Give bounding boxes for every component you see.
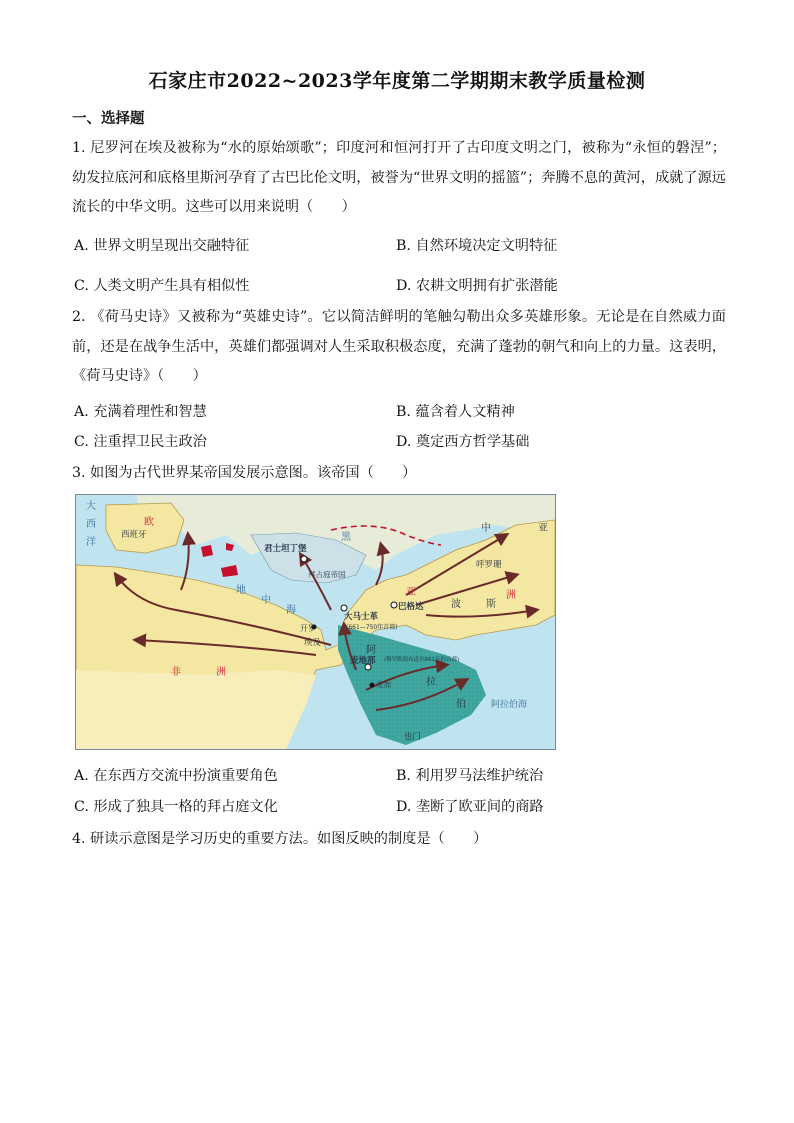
map-label: 拉 [426, 677, 436, 688]
map-label: 阿 [366, 645, 376, 656]
map-city-damascus [341, 605, 347, 611]
question-3-option-c[interactable]: C. 形成了独具一格的拜占庭文化 [74, 799, 278, 815]
question-3-option-a[interactable]: A. 在东西方交流中扮演重要角色 [74, 768, 278, 784]
map-label: 麦地那 [350, 656, 376, 666]
map-label: 伯 [456, 699, 466, 710]
map-label: 亚 [406, 587, 416, 598]
question-3-option-b[interactable]: B. 利用罗马法维护统治 [396, 768, 544, 784]
question-1-stem: 1. 尼罗河在埃及被称为“水的原始颂歌”；印度河和恒河打开了古印度文明之门，被称为“永恒的磐涅”；幼发拉底河和底格里斯河孕育了古巴比伦文明，被誉为“世界文明的摇篮”；奔腾不息的黄河，成就了源远流长的中华文明。这些可以用来说明（ ） [72, 140, 726, 215]
map-label: 波 [451, 599, 461, 610]
map-label: 斯 [486, 599, 496, 610]
map-label: 巴格达 [398, 602, 424, 612]
map-label: 非 [171, 667, 181, 678]
question-3-option-d[interactable]: D. 垄断了欧亚间的商路 [396, 799, 544, 815]
map-label: 黑 [341, 532, 351, 543]
question-1-option-a[interactable]: A. 世界文明呈现出交融特征 [74, 238, 250, 254]
map-label: 西班牙 [121, 530, 147, 540]
map-label: 麦加 [376, 680, 391, 689]
map-label: 中 [481, 523, 491, 534]
map-label: 洋 [86, 537, 96, 548]
question-4-stem: 4. 研读示意图是学习历史的重要方法。如图反映的制度是（ ） [72, 831, 488, 847]
question-1-option-b[interactable]: B. 自然环境决定文明特征 [396, 238, 558, 254]
map-city-constantinople [301, 556, 307, 562]
map-label: 呼罗珊 [476, 560, 502, 570]
map-spain-region [106, 503, 184, 553]
map-africa-south [76, 670, 316, 749]
map-label: (穆罕默德布道至661年的首都) [384, 657, 460, 663]
map-city-mecca [370, 683, 375, 688]
map-label: 也门 [404, 732, 422, 742]
map-label: 开罗 [300, 624, 316, 633]
empire-map [75, 494, 556, 750]
page-title: 石家庄市2022~2023学年度第二学期期末教学质量检测 [148, 70, 646, 92]
map-label: 埃及 [304, 638, 322, 648]
question-2-option-c[interactable]: C. 注重捍卫民主政治 [74, 434, 207, 450]
question-2-option-b[interactable]: B. 蕴含着人文精神 [396, 404, 515, 420]
section-heading: 一、选择题 [72, 110, 145, 127]
map-island-1 [201, 545, 213, 557]
map-label: 大马士革 [344, 612, 379, 622]
question-1-option-d[interactable]: D. 农耕文明拥有扩张潜能 [396, 278, 558, 294]
question-3-stem: 3. 如图为古代世界某帝国发展示意图。该帝国（ ） [72, 465, 417, 481]
question-2-stem: 2. 《荷马史诗》又被称为“英雄史诗”。它以简洁鲜明的笔触勾勒出众多英雄形象。无论是在自然威力面前，还是在战争生活中，英雄们都强调对人生采取积极态度，充满了蓬勃的朝气和向上的力量。这表明，《荷马史诗》（ ） [72, 309, 726, 384]
map-label: 君士坦丁堡 [264, 544, 307, 554]
question-1-option-c[interactable]: C. 人类文明产生具有相似性 [74, 278, 250, 294]
map-label: 亚 [538, 523, 548, 534]
map-label: (661—750年首都) [346, 624, 398, 631]
map-label: 阿拉伯海 [491, 700, 528, 710]
map-label: 拜占庭帝国 [308, 570, 346, 579]
map-label: 洲 [216, 667, 226, 678]
map-label: 西 [86, 519, 96, 530]
map-label: 中 [261, 595, 271, 606]
question-2-option-a[interactable]: A. 充满着理性和智慧 [74, 404, 207, 420]
question-2-option-d[interactable]: D. 奠定西方哲学基础 [396, 434, 530, 450]
map-label: 大 [86, 501, 96, 512]
map-city-baghdad [391, 602, 397, 608]
map-label: 洲 [506, 590, 516, 601]
map-label: 海 [286, 605, 296, 616]
map-label: 欧 [144, 517, 154, 528]
map-label: 地 [236, 585, 246, 596]
